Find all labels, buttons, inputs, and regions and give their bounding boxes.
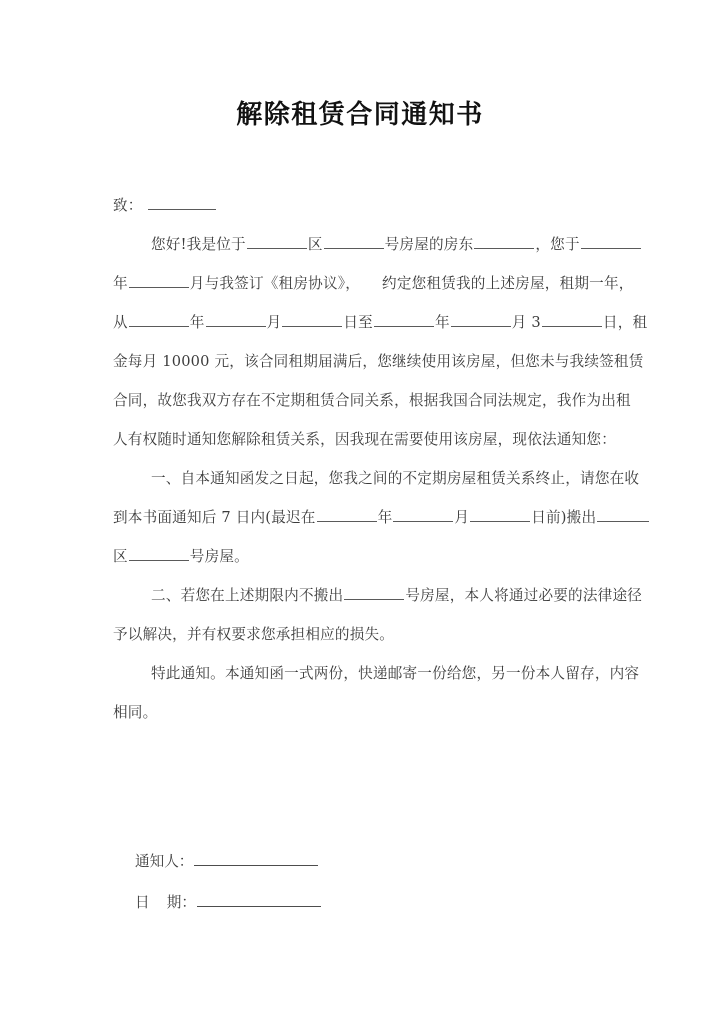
item-two-line-1 xyxy=(113,576,643,615)
intro-l1-seg1: 您好!我是位于 xyxy=(151,236,246,253)
intro-l1-seg4: ，您于 xyxy=(535,236,580,253)
intro-l2-seg1: 年 xyxy=(113,275,128,292)
notifier-row xyxy=(135,841,435,882)
moveout-house-number-blank[interactable] xyxy=(129,545,189,561)
intro-l3-seg2: 年 xyxy=(189,314,205,331)
closing-line-2: 相同。 xyxy=(113,704,158,721)
house-number-blank-2[interactable] xyxy=(344,584,404,600)
moveout-day-blank[interactable] xyxy=(470,506,530,522)
intro-l1-seg2: 区 xyxy=(307,236,323,253)
signature-block xyxy=(135,841,435,923)
intro-line-3 xyxy=(113,303,648,342)
item-one-l3-seg1: 区 xyxy=(113,548,128,565)
intro-line-6: 人有权随时通知您解除租赁关系，因我现在需要使用该房屋，现依法通知您： xyxy=(113,431,616,448)
landlord-name-blank[interactable] xyxy=(474,233,534,249)
date-input[interactable] xyxy=(197,891,321,907)
closing-line-1: 特此通知。本通知函一式两份，快递邮寄一份给您，另一份本人留存，内容 xyxy=(151,665,640,682)
intro-line-2 xyxy=(113,264,634,303)
lease-end-year-blank[interactable] xyxy=(374,311,434,327)
moveout-year-blank[interactable] xyxy=(317,506,377,522)
lease-start-year-blank[interactable] xyxy=(129,311,189,327)
address-district-blank[interactable] xyxy=(247,233,307,249)
intro-l3-seg6: 月 3 xyxy=(511,314,541,331)
date-label-part2: 期： xyxy=(166,894,196,911)
intro-l3-seg3: 月 xyxy=(266,314,282,331)
intro-line-5: 合同，故您我双方存在不定期租赁合同关系，根据我国合同法规定，我作为出租 xyxy=(113,392,631,409)
date-label-part1: 日 xyxy=(135,894,150,911)
lease-start-month-blank[interactable] xyxy=(206,311,266,327)
salutation-blank[interactable] xyxy=(148,194,216,210)
item-one-l3-seg2: 号房屋。 xyxy=(189,548,249,565)
lease-end-day-blank[interactable] xyxy=(542,311,602,327)
moveout-district-blank[interactable] xyxy=(597,506,649,522)
item-one-l2-seg3: 月 xyxy=(454,509,470,526)
intro-l3-seg4: 日至 xyxy=(343,314,373,331)
lease-end-month-blank[interactable] xyxy=(451,311,511,327)
intro-line-1 xyxy=(113,225,609,264)
intro-l2-seg2: 月与我签订《租房协议》， xyxy=(189,275,361,292)
sign-year-blank[interactable] xyxy=(581,233,641,249)
intro-l3-seg5: 年 xyxy=(434,314,450,331)
moveout-month-blank[interactable] xyxy=(393,506,453,522)
notifier-input[interactable] xyxy=(194,850,318,866)
lease-start-day-blank[interactable] xyxy=(282,311,342,327)
item-one-line-3 xyxy=(113,537,609,576)
intro-l3-seg1: 从 xyxy=(113,314,128,331)
item-one-l2-seg4: 日前)搬出 xyxy=(531,509,597,526)
item-one-l2-seg2: 年 xyxy=(377,509,393,526)
intro-l1-seg3: 号房屋的房东 xyxy=(384,236,474,253)
intro-l2-seg3: 约定您租赁我的上述房屋，租期一年， xyxy=(382,275,634,292)
intro-line-4: 金每月 10000 元，该合同租期届满后，您继续使用该房屋，但您未与我续签租赁 xyxy=(113,353,644,370)
salutation-label: 致： xyxy=(113,197,143,214)
document-body xyxy=(113,186,648,732)
item-two-l1-seg1: 二、若您在上述期限内不搬出 xyxy=(151,587,344,604)
page-title: 解除租赁合同通知书 xyxy=(236,100,484,130)
salutation-line xyxy=(113,186,609,225)
sign-month-blank[interactable] xyxy=(129,272,189,288)
address-number-blank[interactable] xyxy=(324,233,384,249)
date-row xyxy=(135,882,435,923)
item-two-l1-seg2: 号房屋，本人将通过必要的法律途径 xyxy=(405,587,643,604)
item-one-l2-seg1: 到本书面通知后 7 日内(最迟在 xyxy=(113,509,316,526)
item-one-line-1: 一、自本通知函发之日起，您我之间的不定期房屋租赁关系终止，请您在收 xyxy=(151,470,640,487)
item-one-line-2 xyxy=(113,498,609,537)
intro-l3-seg7: 日，租 xyxy=(602,314,648,331)
item-two-line-2: 予以解决，并有权要求您承担相应的损失。 xyxy=(113,626,395,643)
notifier-label: 通知人： xyxy=(135,853,194,870)
